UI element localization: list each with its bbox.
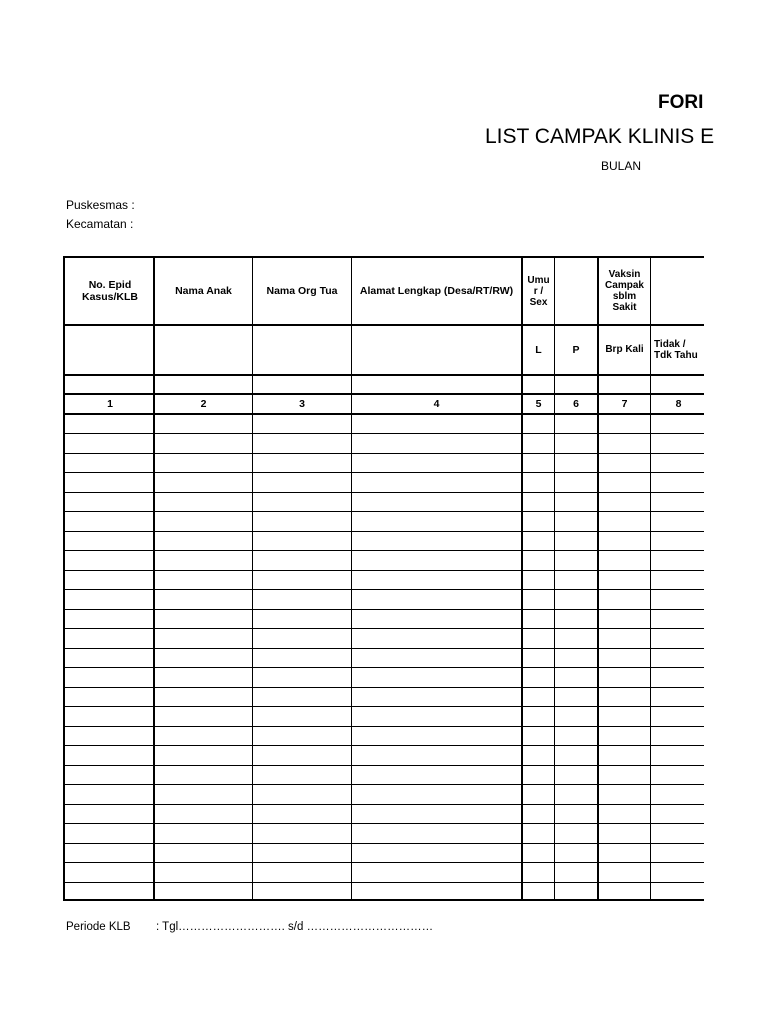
table-row-divider <box>65 570 704 571</box>
table-row-divider <box>65 804 704 805</box>
table-row-divider <box>65 765 704 766</box>
table-row-divider <box>65 550 704 551</box>
puskesmas-label: Puskesmas : <box>66 198 135 212</box>
case-list-table <box>63 256 704 901</box>
periode-klb-label: Periode KLB <box>66 921 131 933</box>
table-row-divider <box>65 433 704 434</box>
header-nama-org-tua: Nama Org Tua <box>266 285 338 297</box>
column-number: 6 <box>573 398 579 410</box>
header-alamat: Alamat Lengkap (Desa/RT/RW) <box>359 285 514 297</box>
table-row-divider <box>65 667 704 668</box>
table-row-divider <box>65 726 704 727</box>
header-umur-sex: Umu r / Sex <box>527 274 550 308</box>
column-number: 3 <box>299 398 305 410</box>
header-no-epid: No. Epid Kasus/KLB <box>81 279 138 303</box>
header-sex-l: L <box>535 343 542 356</box>
table-row-divider <box>65 862 704 863</box>
column-divider <box>153 258 155 899</box>
table-row-divider <box>65 628 704 629</box>
table-row-divider <box>65 453 704 454</box>
header-vaksin: Vaksin Campak sblm Sakit <box>605 269 644 313</box>
table-row-divider <box>65 687 704 688</box>
kecamatan-label: Kecamatan : <box>66 217 134 231</box>
column-divider <box>351 258 352 899</box>
header-nama-anak: Nama Anak <box>175 285 232 297</box>
form-title: FORI <box>658 92 704 113</box>
table-row-divider <box>65 882 704 883</box>
table-row-divider <box>65 823 704 824</box>
table-row-divider <box>65 589 704 590</box>
table-row-divider <box>65 648 704 649</box>
header-sex-p: P <box>572 343 580 356</box>
table-row-divider <box>65 472 704 473</box>
column-number: 1 <box>107 398 113 410</box>
table-row-divider <box>65 706 704 707</box>
table-row-divider <box>65 745 704 746</box>
bulan-label: BULAN <box>601 159 642 173</box>
table-row-divider <box>65 531 704 532</box>
table-row-divider <box>65 492 704 493</box>
column-number: 2 <box>200 398 207 410</box>
header-brp-kali: Brp Kali <box>605 344 644 355</box>
periode-klb-value: : Tgl………………………. s/d …………………………… <box>156 921 434 933</box>
table-row-divider <box>65 511 704 512</box>
table-row-divider <box>65 609 704 610</box>
column-number: 7 <box>621 398 628 410</box>
table-row-divider <box>65 843 704 844</box>
column-number: 8 <box>675 398 682 410</box>
header-tidak: Tidak / Tdk Tahu <box>654 338 698 361</box>
table-row-divider <box>65 784 704 785</box>
row-divider <box>65 413 704 415</box>
row-divider <box>65 374 704 376</box>
column-number: 5 <box>535 398 542 410</box>
list-title: LIST CAMPAK KLINIS E <box>485 125 715 148</box>
column-divider <box>252 258 253 899</box>
column-number: 4 <box>433 398 440 410</box>
